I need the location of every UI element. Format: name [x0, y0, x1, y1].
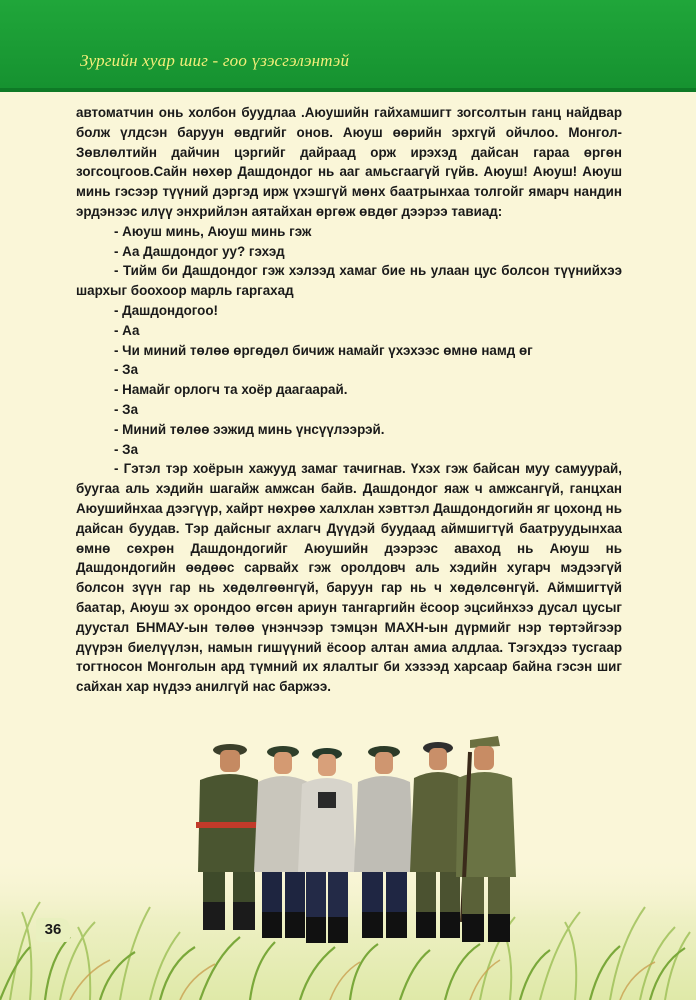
page-header [0, 0, 696, 88]
dialog-line: - Аа [114, 322, 140, 338]
dialog-line: - Миний төлөө ээжид минь үнсүүлээрэй. [114, 421, 385, 437]
closing-paragraph [76, 459, 622, 697]
page-number: 36 [36, 918, 70, 942]
dialog-line-text: - Тийм би Дашдондог гэж хэлээд хамаг бие нь улаан цус болсон түүнийхээ шархыг боохоор марль гаргахад [76, 263, 622, 299]
dialog-line: - За [114, 401, 139, 417]
story-text [76, 103, 622, 697]
dialog-line [76, 261, 622, 301]
dialog-line: - Намайг орлогч та хоёр даагаарай. [114, 382, 348, 398]
soldiers-illustration [0, 732, 696, 1000]
dialog-line: - Аюуш минь, Аюуш минь гэж [114, 223, 312, 239]
paragraph-1: автоматчин онь холбон буудлаа .Аюушийн гайхамшигт зогсолтын ганц найдвар болж үлдсэн баруун өвдгийг онов. Аюуш өөрийн эрхгүй ойчлоо. Монгол- Зөвлөлтийн дайчин цэргийг дайраад орж ирэхэд дайсан гараа өргөн зогсоцгоов.Сайн нөхөр Дашдондог нь ааг амьсгаагүй гүйв. Аюуш! Аюуш! Аюуш минь гэсээр түүний дэргэд ирж үхэшгүй мөнх баатрынхаа толгойг ямарч нандин эрдэнээс илүү энхрийлэн аятайхан өргөж өвдөг дээрээ тавиад: [76, 105, 622, 219]
header-divider [0, 88, 696, 92]
closing-paragraph-text: - Гэтэл тэр хоёрын хажууд замаг тачигнав. Үхэх гэж байсан муу самуурай, буугаа аль хэдийн шагайж амжсан байв. Дашдондог яаж ч амжсангүй, ганцхан Аюушийнхаа дээгүүр, хайрт нөхрөө халхлан хэвттэл Дашдондогийн яг цохонд нь дайсан буудав. Тэр дайсныг ахлагч Дүүдэй буудаад аймшигтүй баатруудынхаа өмнө сөхрөн Дашдондогийг Аюушийн дээрээс аваход нь Аюуш нь Дашдондогийн өөдөөс сарвайх гэж оролдовч аль хэдийн хугарч мэдээгүй болсон зүүн гар нь хөдөлгөөнгүй, баруун гар нь ч хөдөлсөнгүй. Аймшигтүй баатар, Аюуш эх орондоо өгсөн ариун тангаргийн ёсоор эцсийнхээ дусал цусыг дуустал БНМАУ-ын төлөө үнэнчээр тэмцэн МАХН-ын дүрмийг нэр төртэйгээр дүүрэн биелүүлэн, намын гишүүний ёсоор алтан амиа алдлаа. Тэгэхдээ тусгаар тогтносон Монголын ард түмний их ялалтыг би хэзээд харсаар байна гэсэн шиг сайхан хар нүдээ анилгүй нас баржээ. [76, 461, 622, 695]
dialog-line: - Чи миний төлөө өргөдөл бичиж намайг үхэхээс өмнө намд өг [114, 342, 533, 358]
dialog-line: - Дашдондогоо! [114, 302, 218, 318]
chapter-title: Зургийн хуар шиг - гоо үзэсгэлэнтэй [80, 51, 350, 70]
dialog-line: - За [114, 441, 139, 457]
dialog-line: - За [114, 362, 139, 378]
dialog-line: - Аа Дашдондог уу? гэхэд [114, 243, 285, 259]
